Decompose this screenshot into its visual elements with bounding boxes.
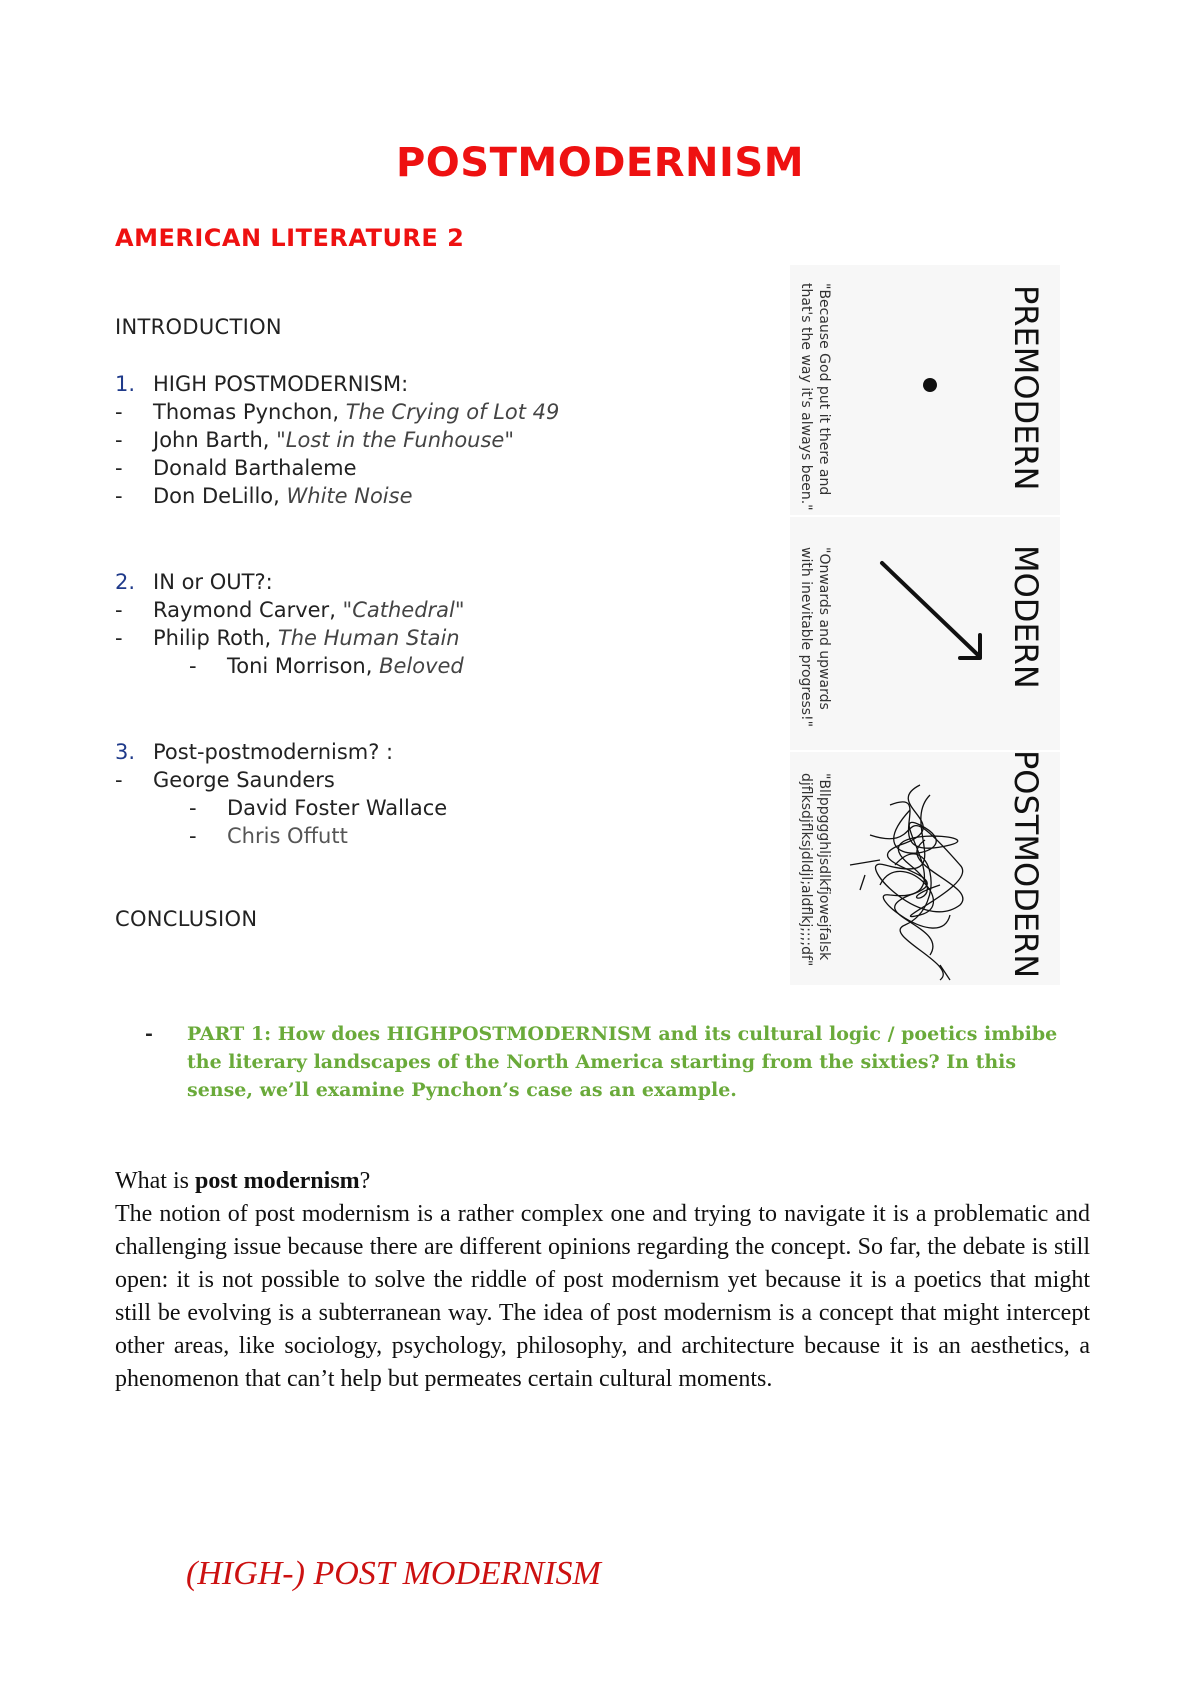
modern-quote-line-2: with inevitable progress!" (798, 547, 814, 728)
section-heading (115, 370, 559, 398)
list-item (115, 398, 559, 426)
modern-label: MODERN (1007, 545, 1045, 689)
author-name: Donald Barthaleme (153, 456, 357, 480)
list-dash: - (189, 796, 197, 820)
author-name: Philip Roth, (153, 626, 278, 650)
outline-section-2 (115, 568, 465, 680)
author-name: John Barth, (153, 428, 277, 452)
author-name: Chris Offutt (227, 824, 348, 848)
introduction-heading: INTRODUCTION (115, 315, 282, 339)
list-item (115, 766, 447, 794)
premodern-modern-postmodern-figure (790, 265, 1060, 985)
author-name: David Foster Wallace (227, 796, 448, 820)
question-suffix: ? (359, 1168, 371, 1194)
premodern-dot-icon (923, 378, 937, 392)
list-item (115, 426, 559, 454)
work-title: The Human Stain (277, 626, 460, 650)
author-name: George Saunders (153, 768, 335, 792)
list-item (115, 596, 465, 624)
premodern-label: PREMODERN (1007, 285, 1045, 491)
postmodern-label: POSTMODERN (1007, 750, 1045, 979)
section-label: Post-postmodernism? : (153, 740, 394, 764)
work-title: Beloved (379, 654, 464, 678)
outline-section-1 (115, 370, 559, 510)
author-name: Thomas Pynchon, (153, 400, 346, 424)
list-item (115, 794, 447, 822)
author-name: Toni Morrison, (227, 654, 380, 678)
list-item (115, 454, 559, 482)
list-item (115, 822, 447, 850)
high-postmodernism-heading: (HIGH-) POST MODERNISM (186, 1555, 601, 1592)
list-dash: - (115, 456, 123, 480)
list-dash: - (115, 484, 123, 508)
page-title: POSTMODERNISM (395, 140, 805, 186)
section-heading (115, 738, 447, 766)
list-dash: - (115, 428, 123, 452)
postmodern-quote-line-1: "Bllppggghljsdlkfjowejfalsk (816, 773, 832, 961)
list-dash: - (115, 626, 123, 650)
section-label: HIGH POSTMODERNISM: (153, 372, 409, 396)
part-1-text: PART 1: How does HIGHPOSTMODERNISM and its cultural logic / poetics imbibe the literary landscapes of the North America starting from the sixties? In this sense, we’ll examine Pynchon’s case as an example. (187, 1023, 1058, 1101)
postmodern-quote-line-2: djflksdjflksjdldjl;aldflkj;;;;df" (798, 773, 814, 967)
list-item (115, 482, 559, 510)
part-1-question (145, 1020, 1075, 1104)
premodern-quote-line-1: "Because God put it there and (816, 283, 832, 496)
author-name: Don DeLillo, (153, 484, 287, 508)
section-number: 1. (115, 372, 136, 396)
figure-divider (790, 515, 1060, 517)
section-number: 3. (115, 740, 136, 764)
part-bullet: - (145, 1023, 153, 1045)
work-title: The Crying of Lot 49 (345, 400, 560, 424)
section-number: 2. (115, 570, 136, 594)
question-prefix: What is (115, 1168, 195, 1194)
section-heading (115, 568, 465, 596)
author-name: Raymond Carver, (153, 598, 343, 622)
list-item (115, 624, 465, 652)
premodern-quote-line-2: that's the way it's always been." (798, 283, 814, 511)
course-subtitle: AMERICAN LITERATURE 2 (115, 224, 465, 252)
conclusion-heading: CONCLUSION (115, 907, 258, 931)
list-dash: - (115, 598, 123, 622)
work-title: "Cathedral" (342, 598, 465, 622)
work-title: "Lost in the Funhouse" (276, 428, 514, 452)
essay-question (115, 1165, 1090, 1198)
essay-paragraph: The notion of post modernism is a rather complex one and trying to navigate it is a problematic and challenging issue because there are different opinions regarding the concept. So far, the debate is still open: it is not possible to solve the riddle of post modernism yet because it is a poetics that might still be evolving is a subterranean way. The idea of post modernism is a concept that might intercept other areas, like sociology, psychology, philosophy, and architecture because it is an aesthetics, a phenomenon that can’t help but permeates certain cultural moments. (115, 1201, 1090, 1392)
list-dash: - (189, 824, 197, 848)
question-term: post modernism (194, 1168, 360, 1194)
figure-svg (790, 265, 1060, 985)
list-dash: - (115, 768, 123, 792)
section-label: IN or OUT?: (153, 570, 273, 594)
list-dash: - (115, 400, 123, 424)
list-item (115, 652, 465, 680)
essay-body (115, 1165, 1090, 1396)
modern-quote-line-1: "Onwards and upwards (816, 547, 832, 710)
work-title: White Noise (286, 484, 413, 508)
outline-section-3 (115, 738, 447, 850)
list-dash: - (189, 654, 197, 678)
